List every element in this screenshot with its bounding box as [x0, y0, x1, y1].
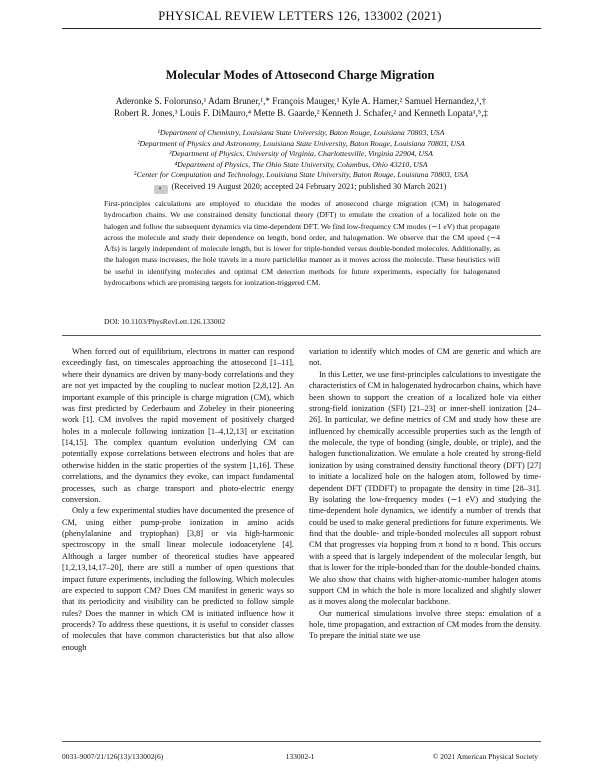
author-list	[70, 96, 532, 119]
affiliation: ⁵Center for Computation and Technology, Louisiana State University, Baton Rouge, Louisiana 70803, USA	[133, 170, 469, 180]
abstract: First-principles calculations are employed to elucidate the modes of attosecond charge migration (CM) in halogenated hydrocarbon chains. We use constrained density functional theory (DFT) to emulate the creation of a localized hole on the halogen and follow the subsequent dynamics via time-dependent DFT. We find low-frequency CM modes (∼1 eV) that propagate across the molecule and study their dependence on length, bond order, and halogenation. We observe that the CM speed (∼4 Å/fs) is largely independent of molecule length, but is lower for triple-bonded versus double-bonded molecules. Additionally, as the halogen mass increases, the hole travels in a more particlelike manner as it moves across the molecule. These heuristics will be useful in identifying molecules and optimal CM detection methods for future experiments, especially for halogenated hydrocarbons which are promising targets for ionization-triggered CM.	[104, 199, 500, 288]
footer-copyright: © 2021 American Physical Society	[432, 752, 538, 761]
footer-page-number: 133002-1	[285, 752, 315, 761]
crossmark-icon[interactable]: ◐	[154, 185, 168, 194]
doi-link[interactable]: DOI: 10.1103/PhysRevLett.126.133002	[104, 317, 226, 326]
author-line: Aderonke S. Folorunso,¹ Adam Bruner,¹,* François Mauger,¹ Kyle A. Hamer,² Samuel Hernandez,¹,†	[115, 96, 487, 106]
footer-rule	[62, 741, 541, 742]
body-column-right	[309, 346, 541, 642]
journal-header: PHYSICAL REVIEW LETTERS 126, 133002 (2021)	[158, 9, 442, 23]
body-paragraph: Our numerical simulations involve three steps: emulation of a hole, time propagation, and extraction of CM modes from the density. To prepare the initial state we use	[309, 608, 541, 641]
affiliation: ²Department of Physics and Astronomy, Louisiana State University, Baton Rouge, Louisiana 70803, USA	[137, 138, 465, 148]
paper-title: Molecular Modes of Attosecond Charge Migration	[165, 68, 435, 82]
body-paragraph: variation to identify which modes of CM are generic and which are not.	[309, 347, 541, 368]
affiliation: ⁴Department of Physics, The Ohio State University, Columbus, Ohio 43210, USA	[174, 159, 428, 169]
section-rule	[62, 335, 541, 336]
author-line: Robert R. Jones,³ Louis F. DiMauro,⁴ Mette B. Gaarde,² Kenneth J. Schafer,² and Kenneth Lopata¹,⁵,‡	[113, 107, 489, 118]
body-paragraph: Only a few experimental studies have documented the presence of CM, using either pump-probe ionization in amino acids (phenylalanine and tryptophan) [3,8] or via high-harmonic spectroscopy in the small linear molecule iodoacetylene [4]. Although a larger number of theoretical studies have appeared [1,2,13,14,17–20], there are still a number of open questions that impact future experiments, including the following. Which molecules are expected to support CM? Does CM manifest in generic ways so that its periodicity and visibility can be predicted to follow simple rules? Does the manner in which CM is initiated influence how it proceeds? To address these questions, it is useful to consider classes of molecules that have common characteristics but that also allow enough	[62, 506, 294, 652]
affiliations	[60, 128, 542, 181]
body-column-left	[62, 346, 294, 653]
affiliation: ³Department of Physics, University of Virginia, Charlottesville, Virginia 22904, USA	[169, 149, 433, 159]
footer-issn: 0031-9007/21/126(13)/133002(6)	[62, 752, 164, 761]
received-dates	[0, 182, 600, 194]
affiliation: ¹Department of Chemistry, Louisiana State University, Baton Rouge, Louisiana 70803, USA	[157, 128, 445, 137]
body-paragraph: In this Letter, we use first-principles calculations to investigate the characteristics of CM in halogenated hydrocarbon chains, which have been shown to support the creation of a localized hole via either strong-field ionization (SFI) [21–23] or inner-shell ionization [24–26]. In particular, we define metrics of CM and study how these are influenced by chemically accessible properties such as the length of the molecule, the type of bonding (single, double, or triple), and the halogen functionalization. We emulate a hole created by strong-field ionization by using constrained density functional theory (DFT) [27] to initiate a localized hole on the halogen atom, followed by time-dependent DFT (TDDFT) to propagate the density in time [28–31]. By isolating the low-frequency modes (∼1 eV) and studying the time-dependent hole dynamics, we identify a number of trends that could be used to make general predictions for future experiments. We find that the double- and triple-bonded molecules all support robust CM that progresses via hopping from π bond to π bond. This occurs with a speed that is largely independent of the molecular length, but that is lower for the triple-bonded than for the double-bonded chains. We also show that chains with higher-atomic-number halogen atoms support CM in which the hole is more localized and slightly slower as it moves along the molecular backbone.	[309, 369, 541, 607]
header-rule	[62, 28, 541, 29]
body-paragraph: When forced out of equilibrium, electrons in matter can respond exceedingly fast, on timescales approaching the attosecond [1–11], where their dynamics are driven by many-body correlations and they are not yet impacted by the coupling to nuclear motion [2,8,12]. An important example of this principle is charge migration (CM), which was first predicted by Cederbaum and Zobeley in their pioneering work [1]. CM involves the rapid movement of positively charged holes in a molecule following ionization [1–4,12,13] or excitation [14,15]. The complex quantum evolution underlying CM can potentially expose correlations between electrons and holes that are otherwise hidden in the static properties of the system [1,16]. These correlations, and the dynamics they evoke, can impact fundamental processes, such as charge transport and photo-electric energy conversion.	[62, 347, 294, 504]
received-text: (Received 19 August 2020; accepted 24 February 2021; published 30 March 2021)	[171, 182, 447, 191]
